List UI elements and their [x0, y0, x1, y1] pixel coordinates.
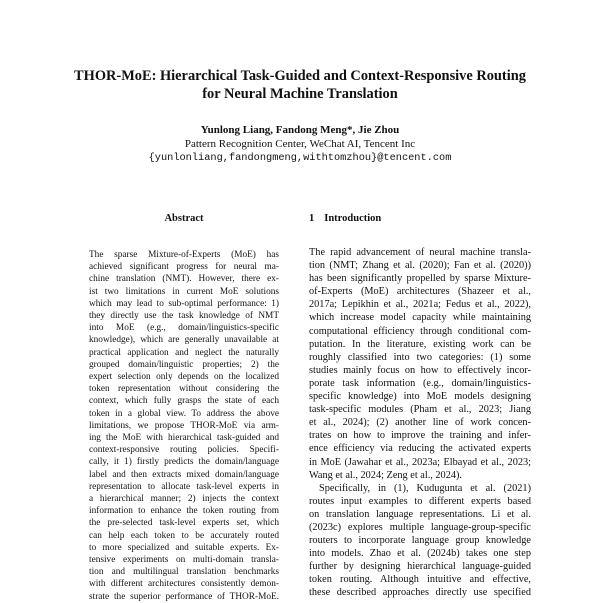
- text-line: context, which fully grasps the state of each: [89, 396, 279, 407]
- text-line: chine translation (NMT). However, there ex-: [89, 274, 279, 285]
- section-number: 1: [309, 213, 315, 224]
- text-line: The sparse Mixture-of-Experts (MoE) has: [89, 250, 279, 260]
- text-line: strate the superior performance of THOR-MoE.: [89, 591, 279, 602]
- text-line: tensive experiments on multi-domain transla-: [89, 555, 279, 566]
- text-line: practical application and neglect the naturally: [89, 347, 279, 358]
- text-line: cally, it 1) firstly predicts the domain/language: [89, 457, 279, 468]
- text-line: which increase model capacity while maintaining: [309, 312, 531, 324]
- text-line: expert selection only depends on the localized: [89, 372, 279, 383]
- text-line: grouped domain/linguistic properties; 2) the: [89, 359, 279, 370]
- text-line: studies mainly focus on how to effectively incor-: [309, 364, 531, 376]
- text-line: to more specialized and suitable experts. Ex-: [89, 542, 279, 553]
- introduction-paragraph-1: [309, 246, 531, 482]
- abstract-column: [89, 212, 279, 603]
- text-line: Specifically, in (1), Kudugunta et al. (2021): [319, 482, 531, 494]
- text-line: into MoE (e.g., domain/linguistics-specific: [89, 323, 279, 334]
- text-line: The rapid advancement of neural machine transla-: [309, 247, 531, 258]
- introduction-paragraph-2: [309, 482, 531, 600]
- text-line: of-Experts (MoE) architectures (Shazeer et al.,: [309, 286, 531, 298]
- text-line: ist two limitations in current MoE solutions: [89, 286, 279, 297]
- text-line: which may lead to sub-optimal performance: 1): [89, 298, 279, 309]
- text-line: token representation without considering the: [89, 384, 279, 395]
- text-line: the pre-selected task-level experts set, which: [89, 518, 279, 529]
- text-line: into models. Zhao et al. (2024b) takes one step: [309, 548, 531, 560]
- text-line: in MoE (Jawahar et al., 2023a; Elbayad et al., 2023;: [309, 456, 531, 468]
- author-emails: {yunlonliang,fandongmeng,withtomzhou}@tencent.com: [148, 152, 452, 164]
- section-title: Introduction: [324, 213, 382, 224]
- abstract-heading: Abstract: [164, 213, 204, 224]
- text-line: on translation language representations. Li et al.: [309, 508, 531, 520]
- title-line-1: THOR-MoE: Hierarchical Task-Guided and Context-Responsive Routing: [74, 68, 526, 84]
- text-line: et al., 2024); (2) another line of work concen-: [309, 417, 531, 429]
- text-line: these described approaches directly use specified: [309, 587, 531, 599]
- text-line: roughly classified into two categories: (1) some: [309, 351, 531, 363]
- text-line: can help each token to be accurately routed: [89, 530, 279, 541]
- text-line: has been significantly propelled by sparse Mixture-: [309, 273, 531, 285]
- text-line: further by designing hierarchical language-guided: [309, 561, 531, 573]
- affiliation: Pattern Recognition Center, WeChat AI, Tencent Inc: [184, 138, 416, 150]
- text-line: Wang et al., 2024; Zeng et al., 2024).: [309, 469, 463, 481]
- title-line-2: for Neural Machine Translation: [202, 86, 398, 102]
- text-line: label and then extracts mixed domain/language: [89, 469, 279, 480]
- text-line: specific knowledge) into MoE models designing: [309, 391, 531, 403]
- paper-title: [40, 67, 560, 103]
- text-line: porate task information (e.g., domain/linguistics-: [309, 377, 531, 389]
- author-block: [40, 123, 560, 165]
- text-line: representation to allocate task-level experts in: [89, 481, 279, 492]
- text-line: 2017a; Lepikhin et al., 2021a; Fedus et al., 2022),: [309, 299, 531, 311]
- text-line: (2023c) explores multiple language-group-specific: [309, 521, 531, 533]
- introduction-column: [309, 212, 531, 600]
- text-line: token routing. Although intuitive and effective,: [309, 574, 531, 586]
- text-line: context-responsive routing policies. Specifi-: [89, 445, 279, 456]
- text-line: they directly use the task knowledge of NMT: [89, 311, 279, 322]
- text-line: task-specific modules (Pham et al., 2023; Jiang: [309, 404, 531, 416]
- text-line: achieved significant progress for neural ma-: [89, 262, 279, 273]
- text-line: ence efficiency via reducing the activated experts: [309, 443, 531, 455]
- text-line: knowledge), which are generally unavailable at: [89, 335, 279, 346]
- abstract-text: [89, 249, 279, 603]
- text-line: token in a global view. To address the above: [89, 408, 279, 419]
- text-line: a hierarchical manner; 2) injects the context: [89, 494, 279, 505]
- introduction-heading: [309, 212, 531, 226]
- text-line: with different architectures consistently demon-: [89, 579, 279, 590]
- text-line: limitations, we propose THOR-MoE via arm-: [89, 420, 279, 431]
- text-line: tion and multilingual translation benchmarks: [89, 567, 279, 578]
- author-names: Yunlong Liang, Fandong Meng*, Jie Zhou: [200, 124, 400, 136]
- text-line: ing the MoE with hierarchical task-guided and: [89, 433, 279, 444]
- text-line: putation. In the literature, existing work can be: [309, 338, 531, 350]
- text-line: trates on how to improve the training and infer-: [309, 430, 531, 442]
- text-line: routes input examples to different experts based: [309, 495, 531, 507]
- text-line: computational efficiency through conditional com-: [309, 325, 531, 337]
- text-line: information to enhance the token routing from: [89, 506, 279, 517]
- text-line: tion (NMT; Zhang et al. (2020); Fan et al. (2020)): [309, 260, 531, 272]
- text-line: routers to incorporate language group knowledge: [309, 535, 531, 547]
